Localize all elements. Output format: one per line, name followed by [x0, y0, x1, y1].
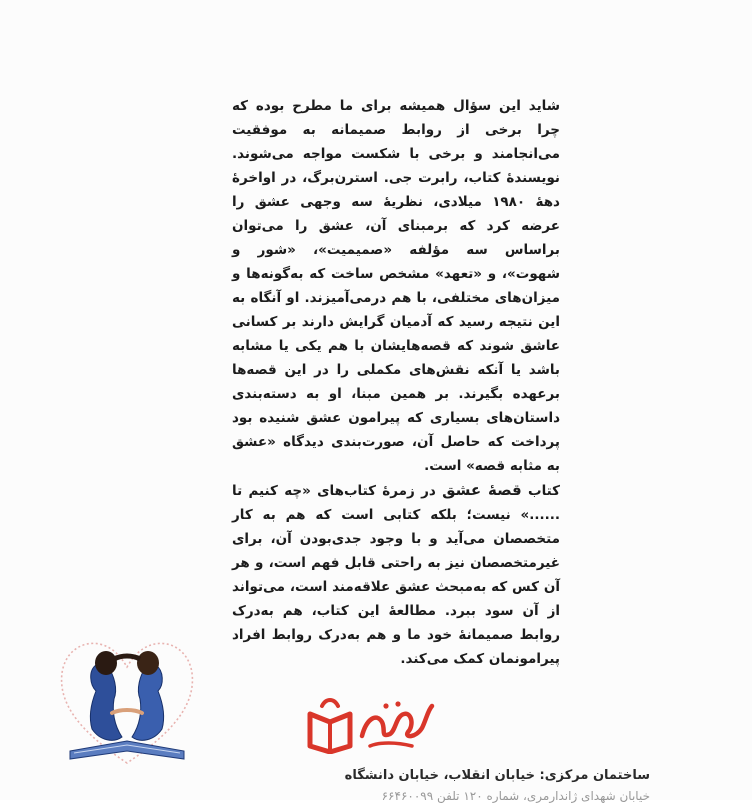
publisher-logo: [300, 692, 436, 754]
blurb-text: [232, 94, 560, 671]
blurb-p2-before: کتاب: [528, 483, 561, 499]
couple-illustration: [52, 625, 202, 775]
blurb-p2-after: در زمرهٔ کتاب‌های «چه کنیم تا ......» نیست؛ بلکه کتابی است که هم به کار متخصصان می‌آید و با وجود جدی‌بودن آن، برای غیرمتخصصان نیز به راحتی قابل فهم است، و هر آن کس که به‌مبحث عشق علاقه‌مند است، می‌تواند از آن سود ببرد. مطالعهٔ این کتاب، هم به‌درک روابط صمیمانهٔ خود ما و هم به‌درک روابط افراد پیرامونمان کمک می‌کند.: [232, 483, 560, 667]
address-line-1: خیابان انقلاب، خیابان دانشگاه: [344, 768, 535, 783]
book-title-inline: قصهٔ عشق: [442, 481, 522, 499]
publisher-address: [230, 768, 650, 803]
open-book: [70, 741, 184, 759]
blurb-paragraph-1: شاید این سؤال همیشه برای ما مطرح بوده که چرا برخی از روابط صمیمانه به موفقیت می‌انجامند و برخی با شکست مواجه می‌شوند. نویسندهٔ کتاب، رابرت جی. استرن‌برگ، در اواخرهٔ دههٔ ۱۹۸۰ میلادی، نظریهٔ سه وجهی عشق را عرضه کرد که برمبنای آن، عشق را می‌توان براساس سه مؤلفه «صمیمیت»، «شور و شهوت»، و «تعهد» مشخص ساخت که به‌گونه‌ها و میزان‌های مختلفی، با هم درمی‌آمیزند. او آنگاه به این نتیجه رسید که آدمیان گرایش دارند بر کسانی عاشق شوند که قصه‌هایشان با هم یکی یا مشابه باشد یا آنکه نقش‌های مکملی را در این قصه‌ها برعهده بگیرند. بر همین مبنا، او به دسته‌بندی داستان‌های بسیاری که پیرامون عشق شنیده بود پرداخت که حاصل آن، صورت‌بندی دیدگاه «عشق به مثابه قصه» است.: [232, 98, 560, 474]
address-label: ساختمان مرکزی:: [539, 768, 650, 783]
blurb-paragraph-2: [232, 478, 560, 671]
address-line-2: خیابان شهدای ژاندارمری، شماره ۱۲۰ تلفن ۶۶۴۶۰۰۹۹: [381, 789, 650, 803]
